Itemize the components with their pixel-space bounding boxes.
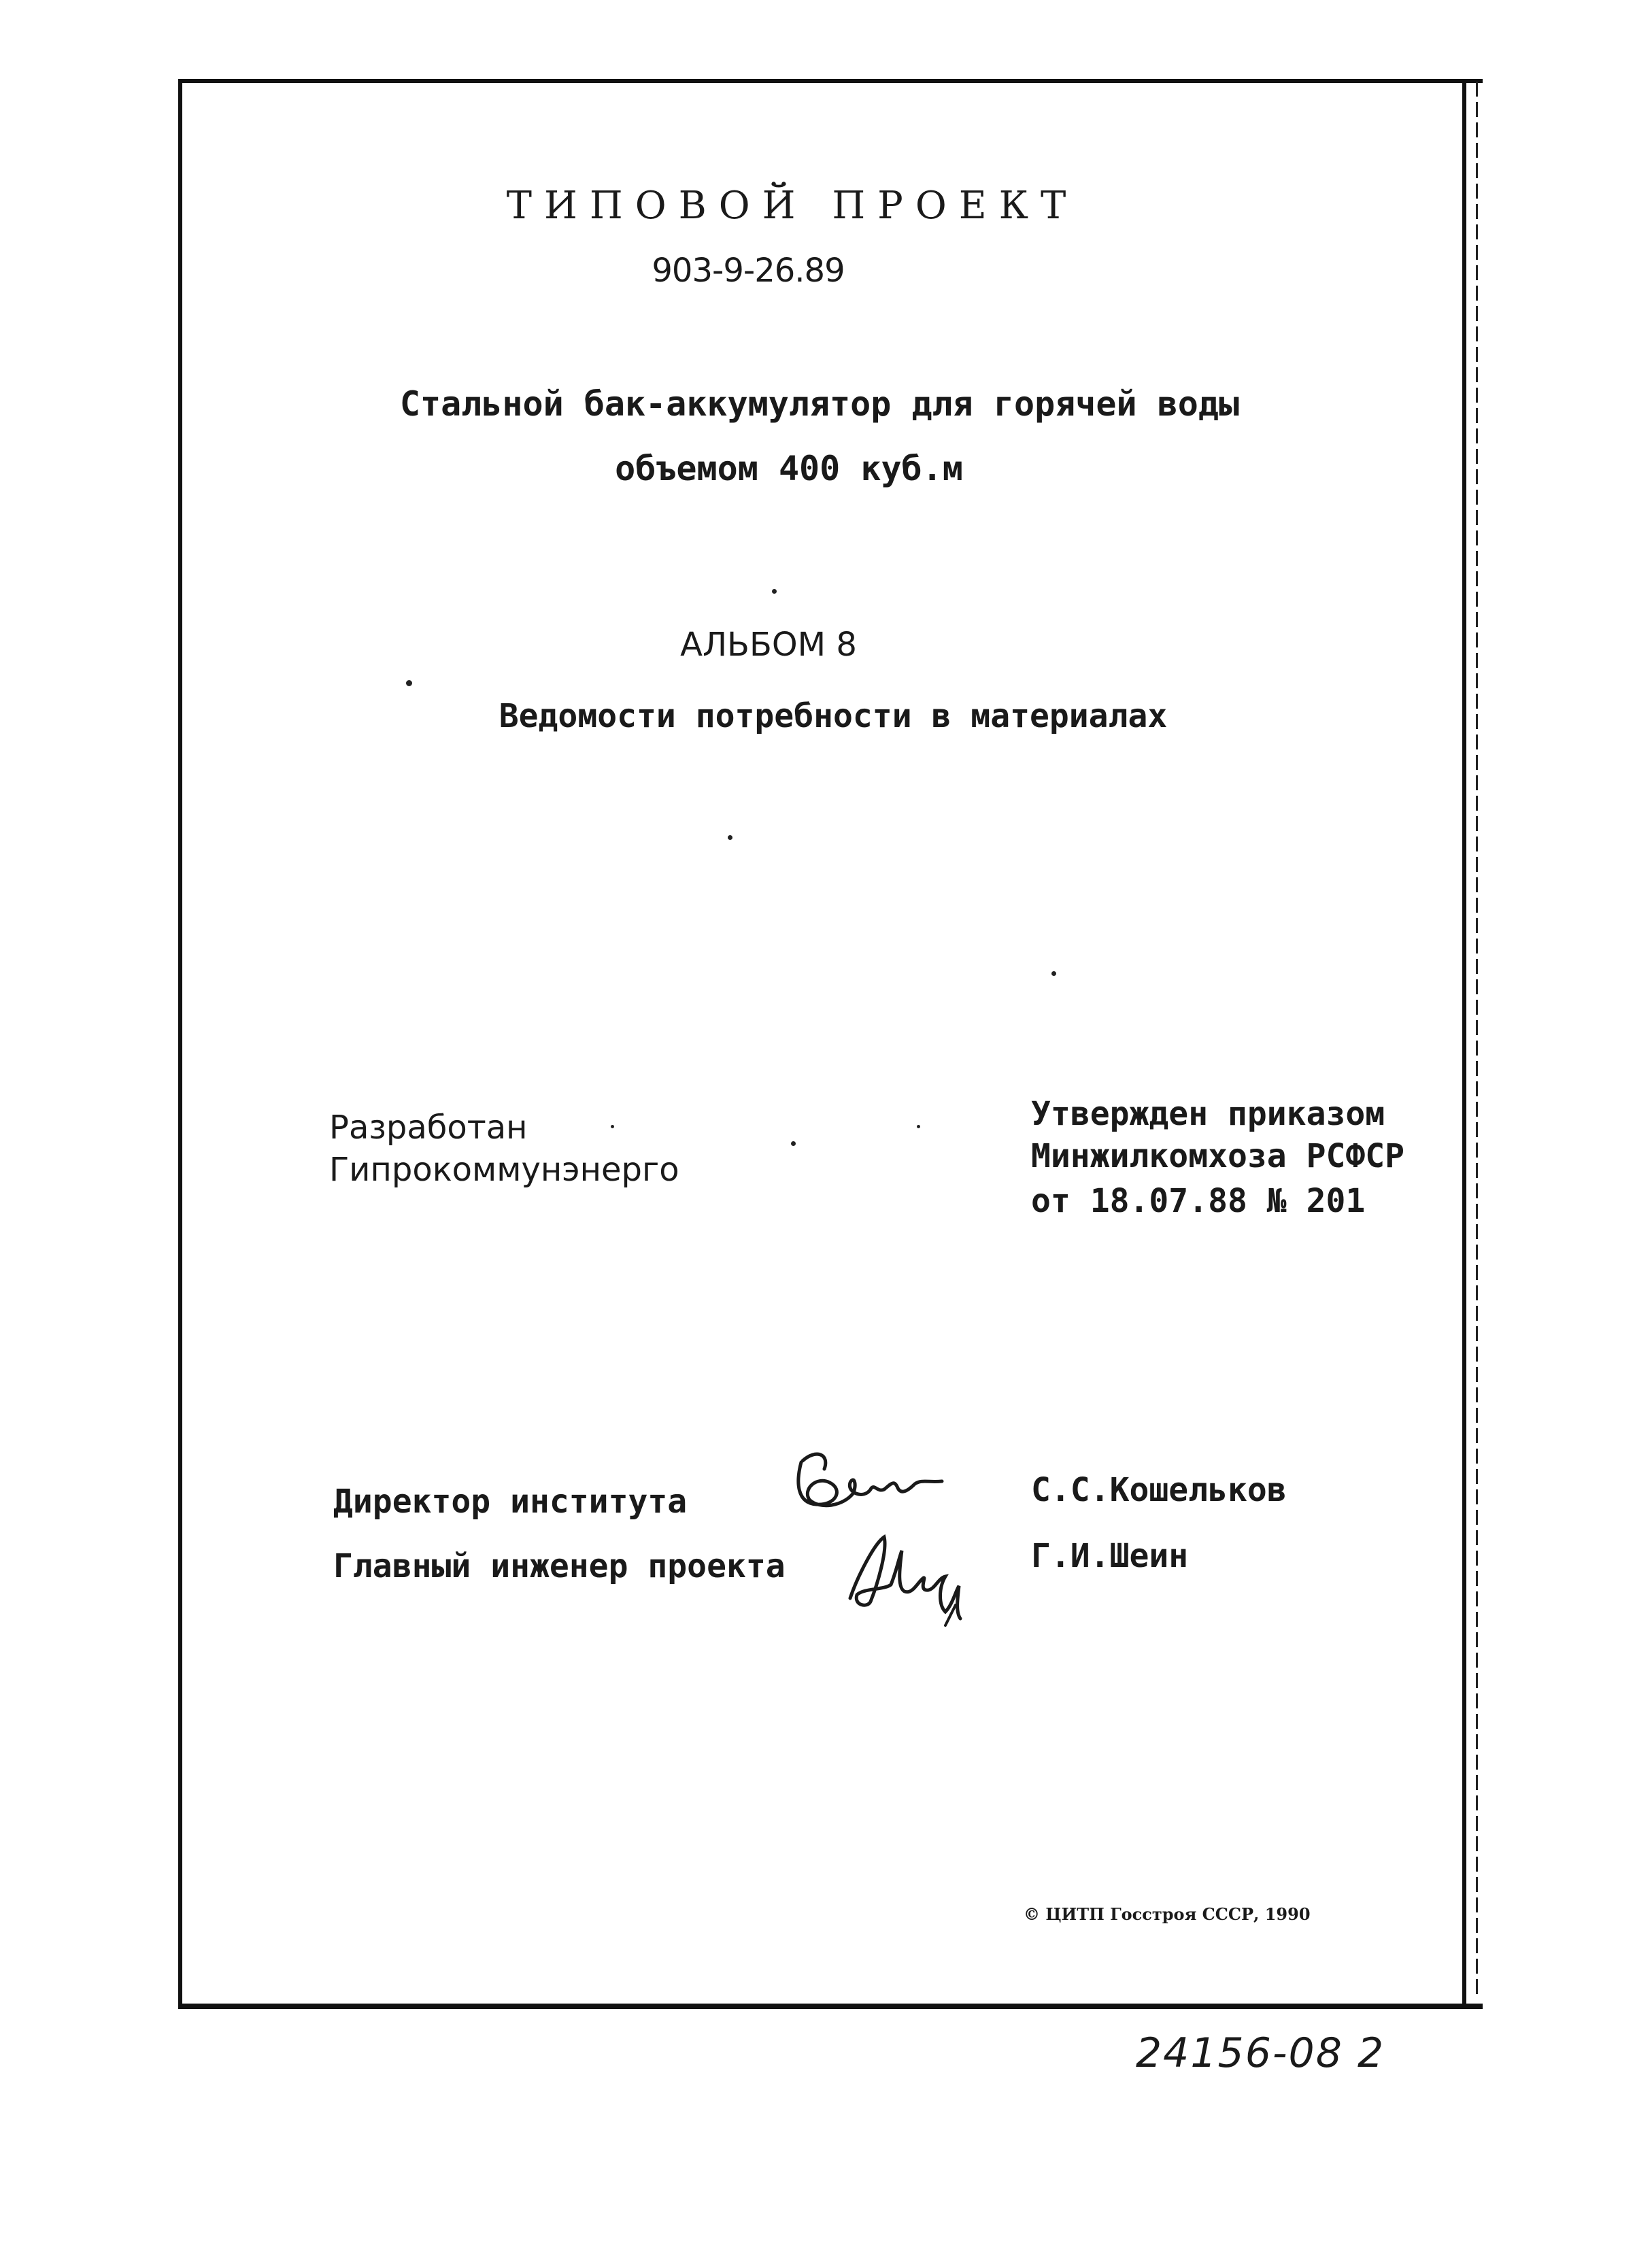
archive-number: 24156-08 2 [1136,2029,1385,2077]
album-description: Ведомости потребности в материалах [499,697,1168,735]
scan-speck [406,680,412,686]
signatory-role-director: Директор института [333,1483,688,1521]
scan-speck [791,1141,796,1146]
approved-line-2: Минжилкомхоза РСФСР [1031,1137,1405,1175]
scan-speck [917,1125,920,1128]
frame-border-left [178,79,182,2008]
frame-border-bottom [178,2004,1483,2009]
frame-border-top [178,79,1483,83]
copyright-notice: © ЦИТП Госстроя СССР, 1990 [1024,1904,1311,1924]
director-signature [789,1442,952,1523]
project-code: 903-9-26.89 [652,252,845,290]
scan-speck [728,835,732,840]
signatory-name-chief-engineer: Г.И.Шеин [1031,1537,1189,1575]
scan-speck [611,1125,614,1128]
scan-speck [772,589,777,594]
album-label: АЛЬБОМ 8 [680,626,857,664]
signatory-role-chief-engineer: Главный инженер проекта [333,1547,786,1585]
subject-line-2: объемом 400 куб.м [615,449,963,488]
signatory-name-director: С.С.Кошельков [1031,1471,1287,1509]
subject-line-1: Стальной бак-аккумулятор для горячей воды [399,384,1240,424]
approved-line-3: от 18.07.88 № 201 [1031,1182,1366,1220]
approved-line-1: Утвержден приказом [1031,1095,1385,1133]
frame-border-right-dashed [1476,82,1478,1999]
frame-border-right [1462,79,1466,2009]
developed-by-label: Разработан [329,1109,528,1147]
chief-engineer-signature [837,1523,986,1632]
document-title: ТИПОВОЙ ПРОЕКТ [506,184,1079,228]
scan-speck [1051,971,1056,976]
developed-by-org: Гипрокоммунэнерго [329,1151,679,1189]
